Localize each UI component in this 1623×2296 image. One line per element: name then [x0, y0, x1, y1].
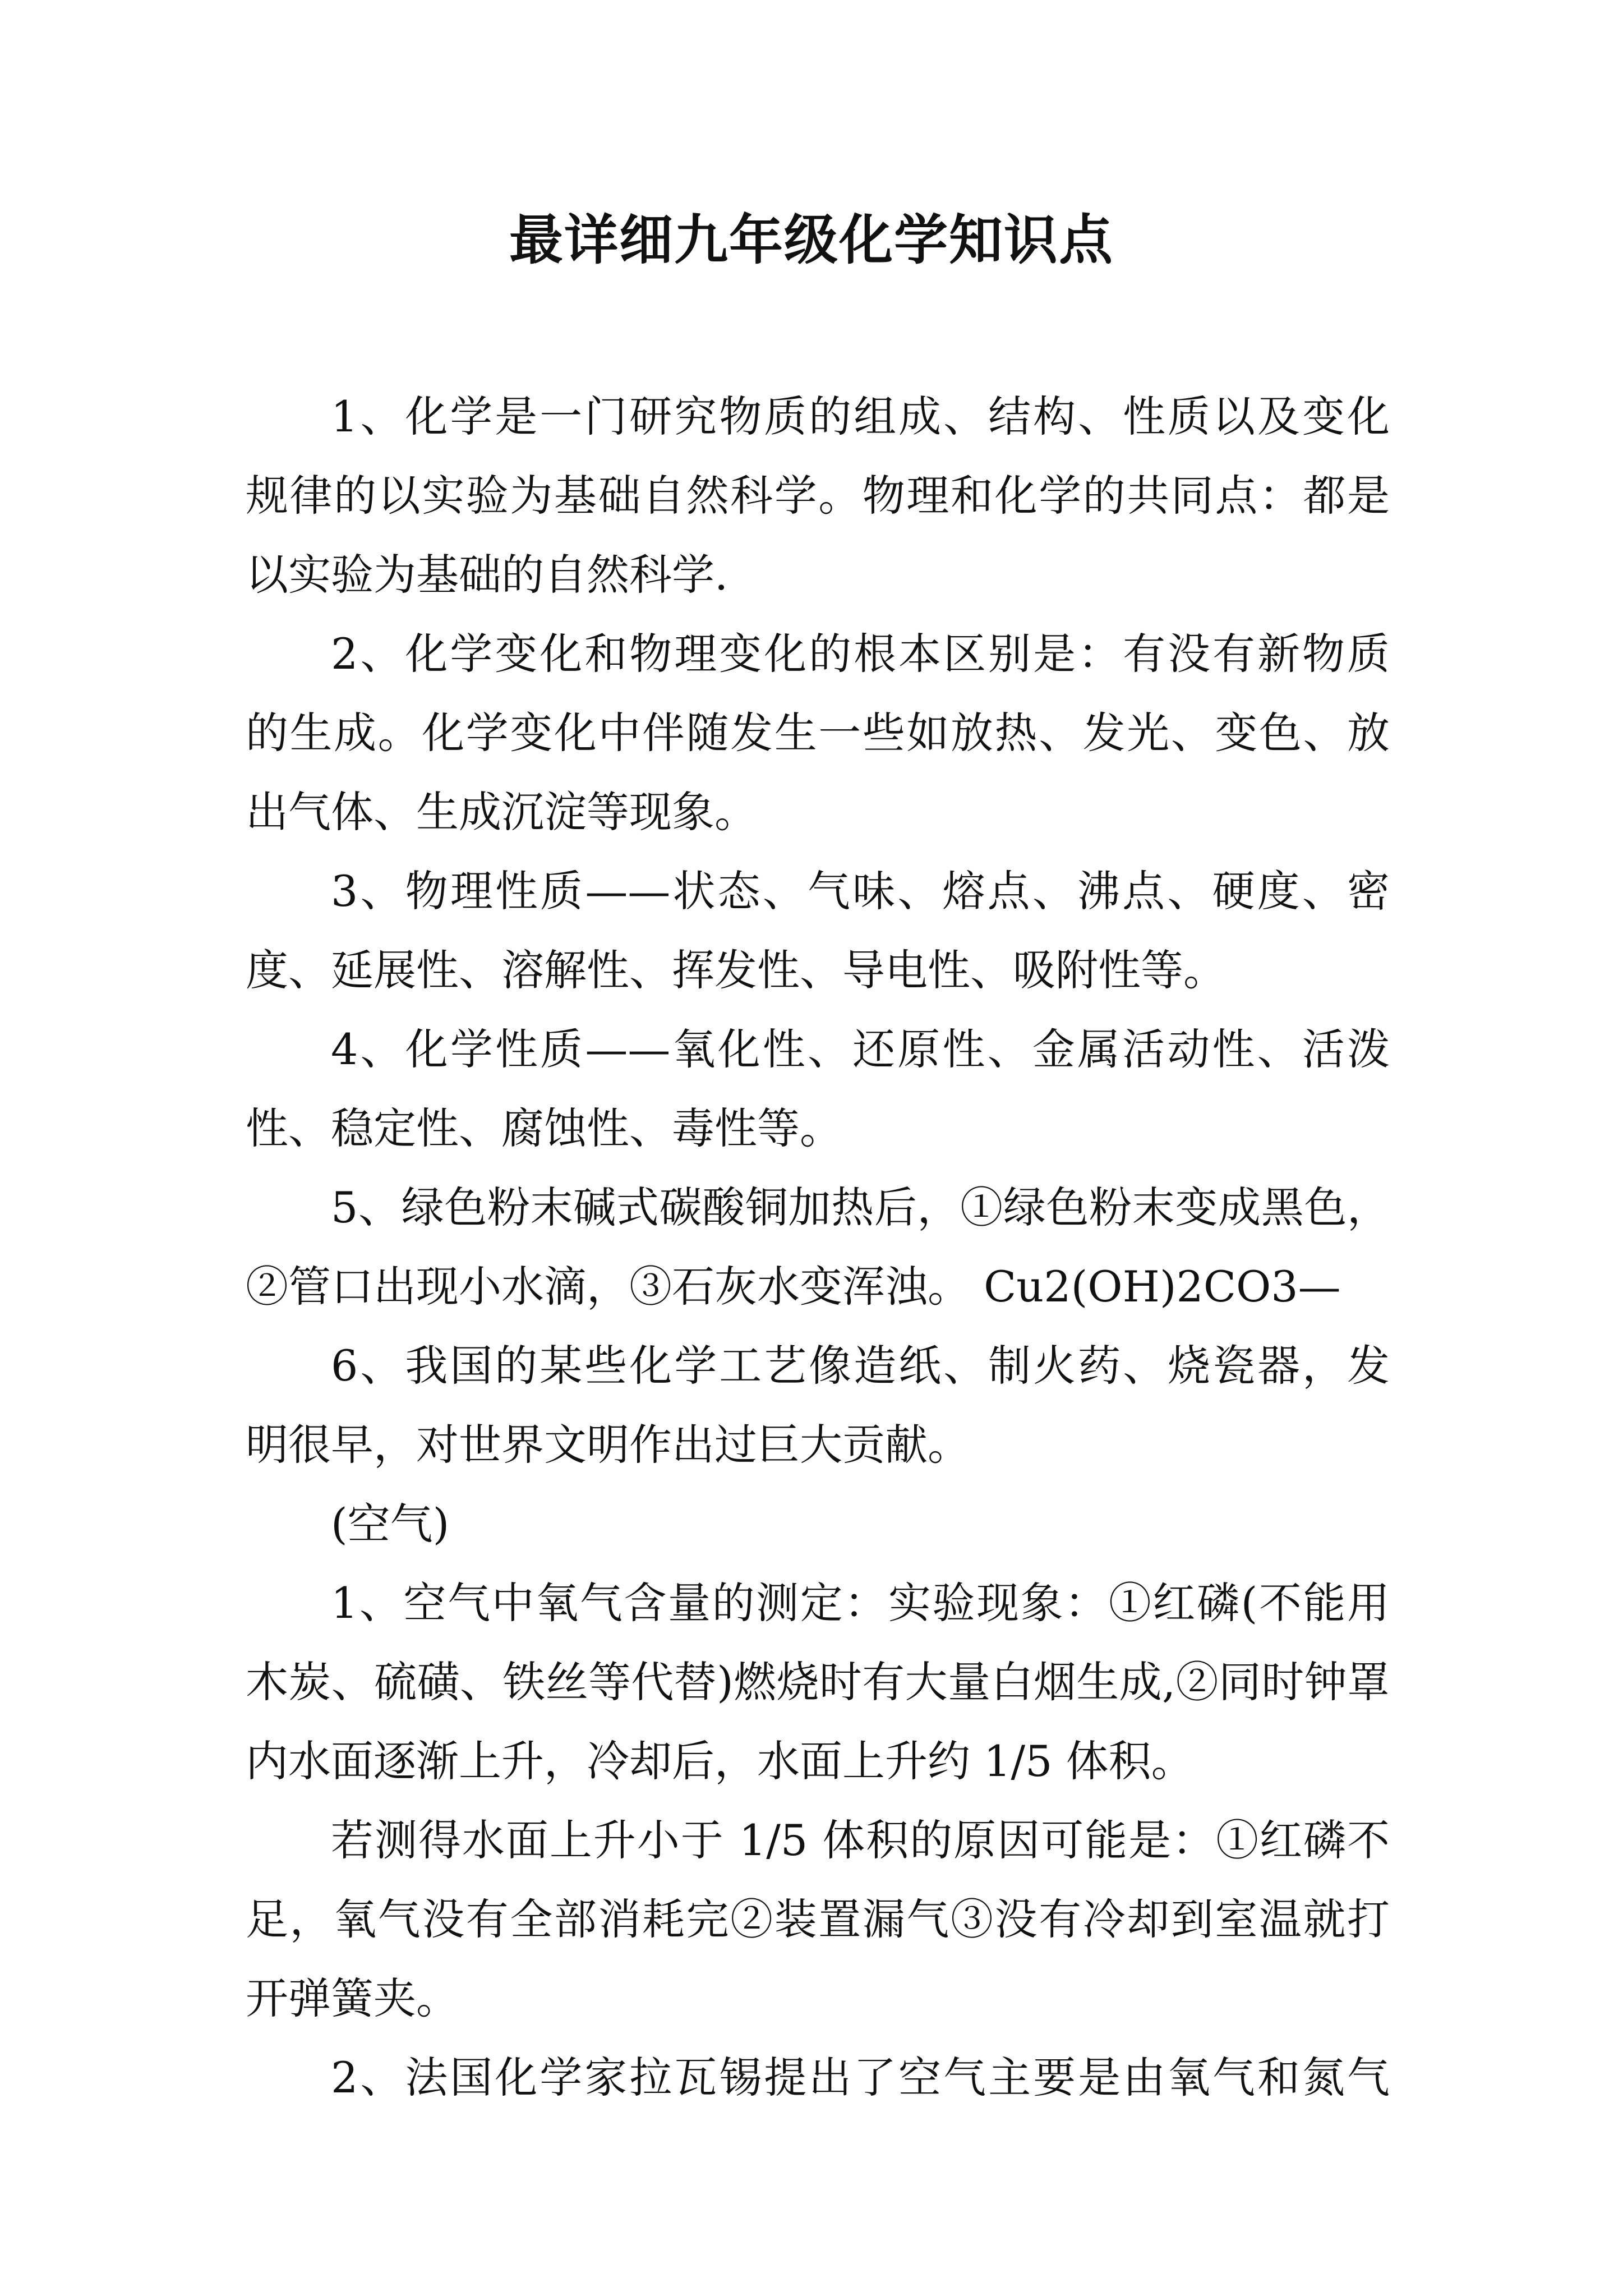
text-line: 内水面逐渐上升，冷却后，水面上升约 1/5 体积。	[246, 1736, 1194, 1786]
text-line: 出气体、生成沉淀等现象。	[246, 787, 757, 837]
text-line: 若测得水面上升小于 1/5 体积的原因可能是：①红磷不	[331, 1815, 1390, 1865]
text-line: ②管口出现小水滴，③石灰水变浑浊。 Cu2(OH)2CO3—	[246, 1262, 1341, 1312]
text-line: 木炭、硫磺、铁丝等代替)燃烧时有大量白烟生成,②同时钟罩	[246, 1657, 1390, 1707]
document-body	[246, 377, 1390, 2117]
text-line: 1、空气中氧气含量的测定：实验现象：①红磷(不能用	[331, 1578, 1390, 1628]
text-line: 2、化学变化和物理变化的根本区别是：有没有新物质	[331, 629, 1390, 679]
text-line: 开弹簧夹。	[246, 1973, 459, 2023]
text-line: 性、稳定性、腐蚀性、毒性等。	[246, 1103, 842, 1153]
text-line: 5、绿色粉末碱式碳酸铜加热后，①绿色粉末变成黑色，	[331, 1182, 1390, 1232]
section-heading: (空气)	[331, 1499, 450, 1549]
text-line: 明很早，对世界文明作出过巨大贡献。	[246, 1420, 970, 1470]
text-line: 足，氧气没有全部消耗完②装置漏气③没有冷却到室温就打	[246, 1894, 1390, 1944]
text-line: 3、物理性质——状态、气味、熔点、沸点、硬度、密	[331, 866, 1390, 916]
text-line: 6、我国的某些化学工艺像造纸、制火药、烧瓷器，发	[331, 1341, 1390, 1391]
text-line: 的生成。化学变化中伴随发生一些如放热、发光、变色、放	[246, 708, 1390, 758]
text-line: 2、法国化学家拉瓦锡提出了空气主要是由氧气和氮气	[331, 2053, 1390, 2102]
text-line: 规律的以实验为基础自然科学。物理和化学的共同点：都是	[246, 471, 1390, 521]
page-title: 最详细九年级化学知识点	[509, 208, 1114, 272]
text-line: 1、化学是一门研究物质的组成、结构、性质以及变化	[331, 392, 1390, 441]
text-line: 以实验为基础的自然科学.	[246, 550, 728, 600]
text-line: 度、延展性、溶解性、挥发性、导电性、吸附性等。	[246, 945, 1226, 995]
text-line: 4、化学性质——氧化性、还原性、金属活动性、活泼	[331, 1024, 1390, 1074]
